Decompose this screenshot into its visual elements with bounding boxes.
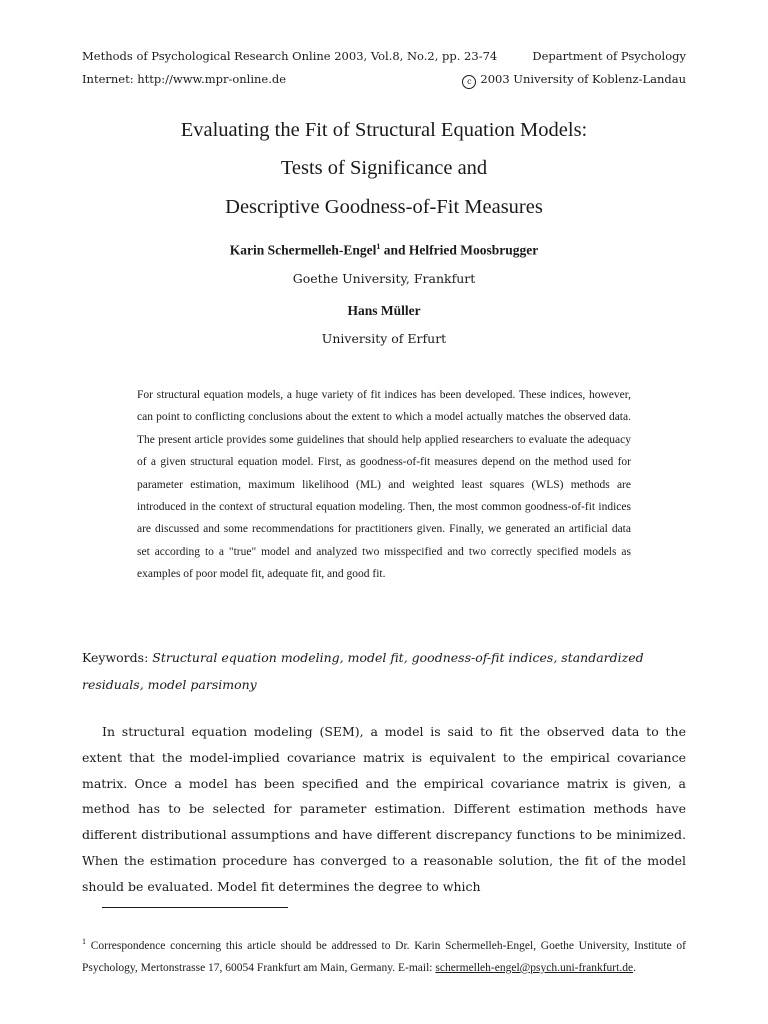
footnote-text: Correspondence concerning this article should be addressed to Dr. Karin Schermelleh-Engel, Goethe University, Institute of Psychology, Mertonstrasse 17, 60054 Frankfurt am Main, Germany. E-mail: <box>82 939 686 974</box>
author-group-2: Hans Müller <box>347 303 421 318</box>
paper-title-line-3: Descriptive Goodness-of-Fit Measures <box>225 196 543 218</box>
running-header-bottom <box>82 72 686 89</box>
author-group-1 <box>0 242 768 259</box>
footnote-email-link[interactable]: schermelleh-engel@psych.uni-frankfurt.de <box>435 961 634 974</box>
keywords-label: Keywords: <box>82 650 153 665</box>
running-header-top <box>82 49 686 63</box>
copyright-text: 2003 University of Koblenz-Landau <box>480 72 686 86</box>
keywords <box>82 644 686 698</box>
keywords-text: Structural equation modeling, model fit, goodness-of-fit indices, standardized residuals, model parsimony <box>82 650 644 692</box>
paper-title-line-1: Evaluating the Fit of Structural Equation Models: <box>180 119 588 141</box>
footnote-divider <box>102 907 288 908</box>
affiliation-1: Goethe University, Frankfurt <box>292 271 476 286</box>
footnote-marker-author: 1 <box>376 242 381 251</box>
footnote <box>82 931 686 979</box>
paper-title-line-2: Tests of Significance and <box>280 157 488 179</box>
journal-url: Internet: http://www.mpr-online.de <box>82 72 287 86</box>
author-name-2: and Helfried Moosbrugger <box>380 242 539 258</box>
copyright-line <box>462 72 686 89</box>
footnote-end: . <box>633 961 636 974</box>
affiliation-2: University of Erfurt <box>321 331 447 346</box>
abstract: For structural equation models, a huge variety of fit indices has been developed. These indices, however, can point to conflicting conclusions about the extent to which a model actually matches the observed data. The present article provides some guidelines that should help applied researchers to evaluate the adequacy of a given structural equation model. First, as goodness-of-fit measures depend on the method used for parameter estimation, maximum likelihood (ML) and weighted least squares (WLS) methods are introduced in the context of structural equation modeling. Then, the most common goodness-of-fit indices are discussed and some recommendations for practitioners given. Finally, we generated an artificial data set according to a "true" model and analyzed two misspecified and two correctly specified models as examples of poor model fit, adequate fit, and good fit. <box>137 389 631 581</box>
footnote-marker: 1 <box>82 937 86 946</box>
copyright-icon: c <box>462 75 476 89</box>
author-name-1: Karin Schermelleh-Engel <box>229 242 377 258</box>
department-name: Department of Psychology <box>532 49 686 63</box>
journal-citation: Methods of Psychological Research Online 2003, Vol.8, No.2, pp. 23-74 <box>82 49 498 63</box>
body-paragraph: In structural equation modeling (SEM), a model is said to fit the observed data to the extent that the model-implied covariance matrix is equivalent to the empirical covariance matrix. Once a model has been specified and the empirical covariance matrix is given, a method has to be selected for parameter estimation. Different estimation methods have different distributional assumptions and have different discrepancy functions to be minimized. When the estimation procedure has converged to a reasonable solution, the fit of the model should be evaluated. Model fit determines the degree to which <box>82 724 686 894</box>
